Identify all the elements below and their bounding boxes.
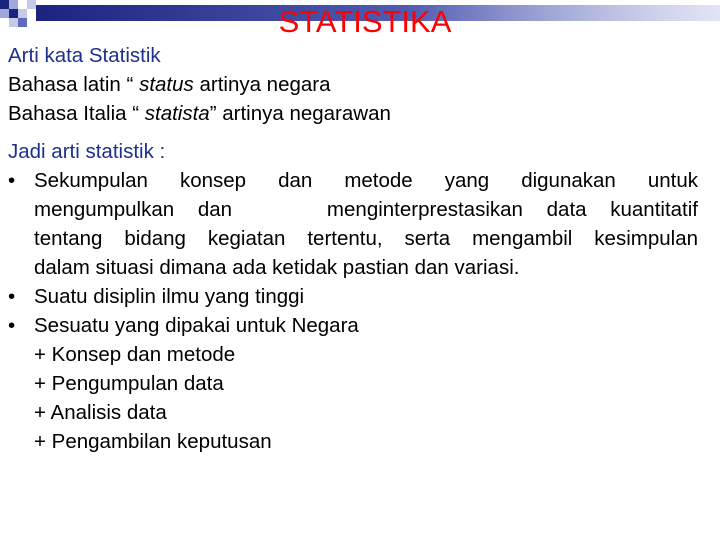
intro-heading: Arti kata Statistik (8, 44, 161, 67)
sub-list-item: + Konsep dan metode (34, 343, 236, 366)
italia-suffix: ” artinya negarawan (209, 102, 391, 125)
sub-list (8, 340, 698, 456)
italia-term: statista (144, 102, 210, 125)
bullet-text: Sesuatu yang dipakai untuk Negara (34, 314, 359, 337)
latin-prefix: Bahasa latin “ (8, 73, 140, 96)
list-item (8, 166, 698, 282)
latin-line (8, 70, 698, 99)
bullet-text: Suatu disiplin ilmu yang tinggi (34, 285, 305, 308)
bullet-line: dalam situasi dimana ada ketidak pastian dan variasi. (34, 256, 520, 279)
bullet-line: Sekumpulan konsep dan metode yang digunakan untuk (34, 169, 698, 192)
bullet-text (34, 166, 698, 282)
bullet-line: tentang bidang kegiatan tertentu, serta mengambil kesimpulan (34, 227, 698, 250)
latin-suffix: artinya negara (193, 73, 331, 96)
bullet-icon: • (8, 169, 16, 192)
list-item (8, 282, 698, 311)
italia-line (8, 99, 698, 128)
sub-list-item: + Pengambilan keputusan (34, 430, 272, 453)
slide-body (8, 41, 698, 456)
definition-list (8, 166, 698, 340)
sub-list-item: + Analisis data (34, 401, 167, 424)
italia-prefix: Bahasa Italia “ (8, 102, 145, 125)
sub-list-item: + Pengumpulan data (34, 372, 224, 395)
bullet-icon: • (8, 285, 16, 308)
definition-heading: Jadi arti statistik : (8, 140, 166, 163)
slide-title: STATISTIKA (278, 4, 452, 39)
latin-term: status (139, 73, 194, 96)
list-item (8, 311, 698, 340)
bullet-line: mengumpulkan dan menginterprestasikan data kuantitatif (34, 198, 698, 221)
bullet-icon: • (8, 314, 16, 337)
spacer (8, 128, 698, 137)
